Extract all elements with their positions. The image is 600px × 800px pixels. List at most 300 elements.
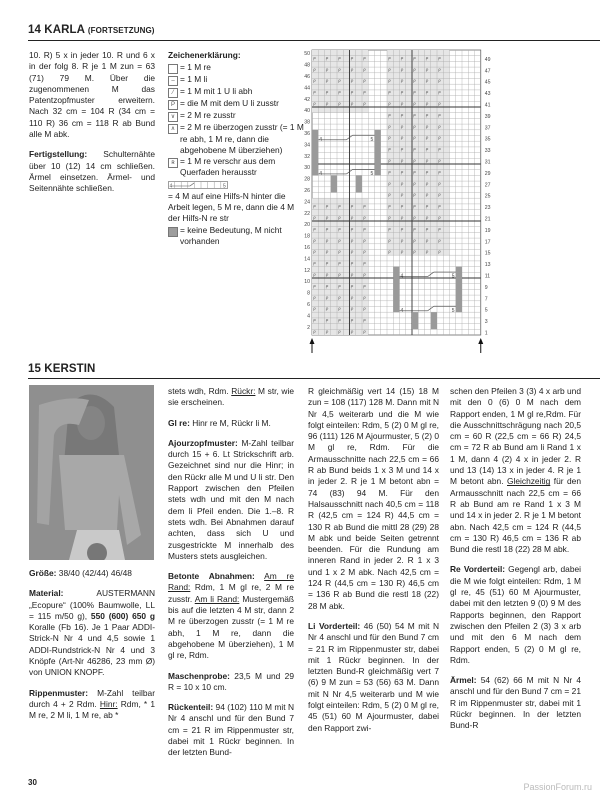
row-label-right: 41 — [484, 102, 491, 109]
label: Maschenprobe: — [168, 670, 230, 681]
legend-item — [168, 191, 308, 225]
ajour-cell-band — [312, 96, 368, 102]
yarn-over-symbol: ᑭ — [313, 67, 316, 73]
text: 46 (50) 54 M mit N Nr 4 anschl und für den Bund 7 cm = 21 R im Rippenmuster str, dabei mit 1 Rückr beginnen. In der letzten Bund-R gleichmäßig vert 7 (6) 9 M zun = 53 (56) 63 M. Dann mit N Nr 4,5 weiterarb und M wie folgt einteilen: Rdm, 5 (2) 0 M gl re, 45 (51) 60 M Ajourmuster, dabei den Rapport zwi- — [308, 620, 439, 733]
ajour-cell-band — [312, 244, 368, 250]
yarn-over-symbol: ᑭ — [425, 113, 429, 119]
yarn-over-symbol: ᑭ — [388, 56, 391, 62]
yarn-over-symbol: ᑭ — [413, 124, 416, 130]
legend-title: Zeichenerklärung: — [168, 50, 241, 60]
legend-text: = 1 M re — [180, 62, 211, 73]
row-label-left: 34 — [304, 142, 310, 149]
yarn-over-symbol: ᑭ — [313, 90, 316, 96]
yarn-over-symbol: ᑭ — [413, 79, 416, 85]
row-label-left: 14 — [304, 256, 310, 263]
ajour-cell-band — [312, 301, 368, 307]
cable-label: 4 — [319, 136, 323, 143]
yarn-over-symbol: ᑭ — [438, 170, 441, 176]
yarn-over-symbol: ᑭ — [313, 56, 316, 62]
row-label-left: 2 — [307, 324, 310, 331]
yarn-over-symbol: ᑭ — [388, 238, 391, 244]
yarn-over-symbol: ᑭ — [363, 67, 366, 73]
row-label-right: 33 — [484, 148, 491, 155]
section-14-rule — [28, 40, 600, 41]
yarn-over-symbol: ᑭ — [400, 193, 404, 199]
watermark: PassionForum.ru — [523, 782, 592, 792]
yarn-over-symbol: ᑭ — [350, 261, 354, 267]
yarn-over-symbol: ᑭ — [313, 307, 316, 313]
row-label-left: 6 — [307, 302, 310, 308]
yarn-over-symbol: ᑭ — [400, 113, 404, 119]
yarn-over-symbol: ᑭ — [325, 330, 329, 335]
yarn-over-symbol: ᑭ — [425, 250, 429, 256]
yarn-over-symbol: ᑭ — [388, 204, 391, 210]
yarn-over-symbol: ᑭ — [438, 193, 441, 199]
no-stitch-icon — [168, 227, 178, 237]
text: 94 (102) 110 M mit N Nr 4 anschl und für den Bund 7 cm = 21 R im Rippenmuster str, dabei mit 1 Rückr beginnen. In der letzten Bund- — [168, 702, 294, 758]
yarn-over-symbol: ᑭ — [413, 193, 416, 199]
yarn-over-symbol: ᑭ — [425, 102, 429, 107]
yarn-over-symbol: ᑭ — [350, 238, 354, 244]
section-15-col4 — [450, 386, 581, 741]
size-paragraph — [29, 568, 155, 579]
ajour-cell-band — [312, 84, 368, 90]
yarn-over-symbol: ᑭ — [325, 67, 329, 73]
no-stitch-cell — [431, 312, 437, 329]
paragraph — [450, 675, 581, 731]
repeat-end-arrow-head — [478, 338, 483, 344]
yarn-over-symbol: ᑭ — [338, 204, 341, 210]
yarn-over-symbol: ᑭ — [425, 193, 429, 199]
yarn-over-symbol: ᑭ — [313, 261, 316, 267]
yarn-over-symbol: ᑭ — [388, 147, 391, 153]
legend-text: = 1 M mit 1 U li abh — [180, 86, 253, 97]
yarn-over-symbol: ᑭ — [438, 67, 441, 73]
yarn-over-symbol: ᑭ — [313, 330, 316, 335]
yarn-over-symbol: ᑭ — [338, 295, 341, 301]
yarn-over-symbol: ᑭ — [363, 204, 366, 210]
yarn-over-symbol: ᑭ — [363, 90, 366, 96]
no-stitch-cell — [393, 267, 399, 313]
yarn-over-symbol: ᑭ — [338, 261, 341, 267]
yarn-over-symbol: ᑭ — [400, 170, 404, 176]
text: 38/40 (42/44) 46/48 — [56, 568, 132, 578]
row-label-right: 19 — [484, 227, 491, 234]
yarn-over-symbol: ᑭ — [325, 284, 329, 290]
row-label-right: 7 — [484, 296, 488, 303]
yarn-over-symbol: ᑭ — [313, 102, 316, 107]
section-14-title: 14 KARLA — [28, 24, 85, 36]
knit-together-yo-icon: P — [168, 100, 178, 110]
yarn-over-symbol: ᑭ — [350, 227, 354, 233]
label: Größe: — [29, 568, 57, 578]
yarn-over-symbol: ᑭ — [363, 250, 366, 256]
section-14-subtitle: (FORTSETZUNG) — [87, 26, 155, 35]
cable-label: 4 — [400, 307, 404, 314]
no-stitch-cell — [412, 312, 418, 329]
slip-yarn-over-icon: ⁄ — [168, 88, 178, 98]
row-label-left: 4 — [307, 313, 310, 320]
yarn-over-symbol: ᑭ — [313, 295, 316, 301]
yarn-over-symbol: ᑭ — [438, 159, 441, 164]
row-label-right: 15 — [484, 250, 491, 257]
yarn-over-symbol: ᑭ — [388, 159, 391, 164]
row-label-right: 1 — [484, 330, 488, 337]
paragraph — [168, 386, 294, 409]
yarn-over-symbol: ᑭ — [413, 102, 416, 107]
ajour-cell-band — [312, 267, 368, 273]
yarn-over-symbol: ᑭ — [413, 136, 416, 142]
yarn-over-symbol: ᑭ — [388, 90, 391, 96]
row-label-right: 23 — [484, 205, 491, 212]
yarn-over-symbol: ᑭ — [363, 318, 366, 324]
rib-paragraph — [29, 688, 155, 722]
ajour-cell-band — [312, 221, 368, 227]
paragraph: R gleichmäßig vert 14 (15) 18 M zun = 108 (117) 128 M. Dann mit N Nr 4,5 weiterarb und die M wie folgt einteilen: Rdm, 5 (2) 0 M gl re, 96 (111) 126 M Ajourmuster, 5 (2) 0 M gl re, Rdm. Für die Armausschnitte nach 22,5 cm = 66 R ab Bund beids 1 x 3 M und 14 x in jeder 2. R je 1 M betont abn = 74 (83) 94 M. Für den Halsausschnitt nach 40,5 cm = 118 R (42,5 cm = 124 R) 44,5 cm = 130 R ab Bund die mittl 28 (29) 28 M abk und beide Seiten getrennt beenden. Für die Rundung am inneren Rand in jeder 2. R 1 x 3 und 1 x 2 M abk. Nach 42,5 cm = 124 R (44,5 cm = 130 R) 46,5 cm = 136 R ab Bund die restl 18 (22) 28 M abk. — [308, 386, 439, 611]
yarn-over-symbol: ᑭ — [388, 124, 391, 130]
yarn-over-symbol: ᑭ — [363, 295, 366, 301]
legend-item — [168, 110, 308, 122]
yarn-over-symbol: ᑭ — [438, 79, 441, 85]
cable-label: 5 — [370, 170, 374, 177]
yarn-over-symbol: ᑭ — [400, 159, 404, 164]
text: Mustergemäß bis auf die letzten 4 M str, dann 2 M re überzogen zusstr (= 1 M re abh, 1 M re, dann die abgehobene M überziehen), 1 M gl re, Rdm. — [168, 593, 294, 661]
text: Schulternähte über 10 (12) 14 cm schließen. Ärmel einsetzen. Ärmel- und Seitennähte schließen. — [29, 149, 155, 194]
yarn-over-symbol: ᑭ — [338, 273, 341, 278]
yarn-over-symbol: ᑭ — [400, 238, 404, 244]
yarn-over-symbol: ᑭ — [400, 124, 404, 130]
k2tog-icon: ∨ — [168, 112, 178, 122]
ajour-cell-band — [312, 278, 368, 284]
section-15-col1 — [29, 568, 155, 731]
no-stitch-cell — [375, 130, 381, 176]
repeat-start-arrow-head — [310, 338, 315, 344]
yarn-over-symbol: ᑭ — [438, 90, 441, 96]
text: Hinr re M, Rückr li M. — [189, 417, 271, 428]
yarn-over-symbol: ᑭ — [313, 318, 316, 324]
row-label-right: 21 — [484, 216, 491, 223]
text: M-Zahl teilbar durch 15 + 6. Lt Strickschrift arb. Gezeichnet sind nur die Hinr; in den Rückr alle M und U li str. Den Rapport zwischen den Pfeilen stets wdh und mit den M nach dem li Pfeil enden. Die 1.–8. R stets wdh. Bei Abnahmen darauf achten, dass sich U und zusgestrickte M innerhalb des Musters stets ausgleichen. — [168, 437, 294, 561]
paragraph-finishing — [29, 149, 155, 194]
section-15-col2 — [168, 386, 294, 768]
svg-text:5: 5 — [223, 183, 226, 189]
row-label-right: 35 — [484, 136, 491, 143]
yarn-over-symbol: ᑭ — [325, 318, 329, 324]
yarn-over-symbol: ᑭ — [438, 216, 441, 221]
yarn-over-symbol: ᑭ — [313, 238, 316, 244]
yarn-over-symbol: ᑭ — [400, 250, 404, 256]
yarn-over-symbol: ᑭ — [338, 227, 341, 233]
row-label-right: 37 — [484, 125, 491, 132]
paragraph — [168, 418, 294, 429]
text-underlined: Rückr: — [231, 386, 256, 396]
yarn-over-symbol: ᑭ — [350, 204, 354, 210]
yarn-over-symbol: ᑭ — [425, 181, 429, 187]
yarn-over-symbol: ᑭ — [413, 67, 416, 73]
row-label-right: 47 — [484, 68, 491, 75]
yarn-over-symbol: ᑭ — [350, 102, 354, 107]
yarn-over-symbol: ᑭ — [363, 261, 366, 267]
yarn-over-symbol: ᑭ — [425, 90, 429, 96]
yarn-over-symbol: ᑭ — [338, 67, 341, 73]
cable-label: 4 — [319, 170, 323, 177]
legend-item — [168, 225, 308, 248]
paragraph — [450, 386, 581, 555]
yarn-over-symbol: ᑭ — [363, 56, 366, 62]
text-bold: 550 (600) 650 g — [90, 610, 155, 621]
yarn-over-symbol: ᑭ — [438, 113, 441, 119]
text: 23,5 M und 29 R = 10 x 10 cm. — [168, 670, 294, 692]
yarn-over-symbol: ᑭ — [388, 227, 391, 233]
row-label-right: 17 — [484, 239, 491, 246]
label: Rippenmuster: — [29, 687, 89, 698]
yarn-over-symbol: ᑭ — [388, 136, 391, 142]
yarn-over-symbol: ᑭ — [413, 56, 416, 62]
yarn-over-symbol: ᑭ — [313, 250, 316, 256]
m1-icon: ʀ — [168, 158, 178, 168]
legend-item — [168, 74, 308, 86]
row-label-left: 20 — [304, 222, 310, 229]
yarn-over-symbol: ᑭ — [363, 307, 366, 313]
legend-item — [168, 98, 308, 110]
ajour-cell-band — [312, 324, 368, 330]
yarn-over-symbol: ᑭ — [325, 307, 329, 313]
text: für den Armausschnitt nach 22,5 cm = 66 R ab Bund am re Rand 1 x 3 M und 14 x in jeder 2. R je 1 M betont abn. Nach 42,5 cm = 124 R (44,5 cm = 130 R) 46,5 cm = 136 R ab Bund die restl 18 (22) 28 M abk. — [450, 476, 581, 555]
row-label-left: 22 — [304, 210, 310, 217]
symbol-legend — [168, 50, 308, 247]
yarn-over-symbol: ᑭ — [413, 204, 416, 210]
yarn-over-symbol: ᑭ — [325, 90, 329, 96]
yarn-over-symbol: ᑭ — [413, 216, 416, 221]
text-underlined: Hinr: — [99, 698, 118, 709]
row-label-right: 31 — [484, 159, 491, 166]
no-stitch-cell — [356, 175, 362, 192]
yarn-over-symbol: ᑭ — [325, 295, 329, 301]
row-label-right: 11 — [484, 273, 491, 280]
row-label-right: 5 — [484, 307, 488, 314]
knit-stitch-icon — [168, 64, 178, 74]
paragraph — [168, 702, 294, 758]
yarn-over-symbol: ᑭ — [363, 284, 366, 290]
paragraph — [168, 571, 294, 661]
yarn-over-symbol: ᑭ — [388, 170, 391, 176]
yarn-over-symbol: ᑭ — [350, 67, 354, 73]
text: schen den Pfeilen 3 (3) 4 x arb und mit den 0 (6) 0 M nach dem Rapport enden, 1 M gl re,Rdm. Für die Ausschnittschrägung nach 20,5 cm = 60 R (22,5 cm = 66 R) 24,5 cm = 72 R ab Bund am li Rand 1 x 1 M, dann 4 (2) 4 x in jeder 2. R und 13 (14) 13 x in jeder 4. R je 1 M betont abn. — [450, 386, 581, 487]
section-14-text — [29, 50, 155, 204]
yarn-over-symbol: ᑭ — [325, 216, 329, 221]
yarn-over-symbol: ᑭ — [350, 79, 354, 85]
page-number: 30 — [28, 778, 37, 787]
ajour-cell-band — [312, 61, 368, 67]
text: M str, wie sie erscheinen. — [168, 386, 294, 408]
row-label-left: 28 — [304, 176, 310, 183]
text: M-Zahl teilbar durch 4 + 2 Rdm. — [29, 687, 155, 709]
yarn-over-symbol: ᑭ — [388, 193, 391, 199]
row-label-right: 45 — [484, 79, 491, 86]
yarn-over-symbol: ᑭ — [400, 216, 404, 221]
ajour-cell-band — [312, 289, 368, 295]
yarn-over-symbol: ᑭ — [425, 238, 429, 244]
text: Koralle (Fb 16). Je 1 Paar ADDI-Strick-N Nr 4 und 4,5 sowie 1 ADDI-Rundstrick-N Nr 4 und 3 Knöpfe (Art-Nr 46286, 23 mm Ø) von UNION KNOPF. — [29, 622, 155, 678]
cable-label: 4 — [400, 273, 404, 280]
yarn-over-symbol: ᑭ — [363, 79, 366, 85]
section-15-heading — [28, 363, 95, 375]
ajour-cell-band — [312, 50, 368, 56]
label: Fertigstellung: — [29, 149, 88, 160]
section-15-rule — [28, 378, 600, 379]
yarn-over-symbol: ᑭ — [350, 273, 354, 278]
yarn-over-symbol: ᑭ — [388, 216, 391, 221]
cable-label: 5 — [370, 136, 374, 143]
yarn-over-symbol: ᑭ — [400, 67, 404, 73]
yarn-over-symbol: ᑭ — [338, 90, 341, 96]
legend-text: = 1 M re verschr aus dem Querfaden herausstr — [180, 156, 276, 178]
yarn-over-symbol: ᑭ — [338, 79, 341, 85]
yarn-over-symbol: ᑭ — [413, 113, 416, 119]
row-label-right: 27 — [484, 182, 491, 189]
yarn-over-symbol: ᑭ — [363, 216, 366, 221]
label: Re Vorderteil: — [450, 564, 506, 575]
yarn-over-symbol: ᑭ — [425, 79, 429, 85]
yarn-over-symbol: ᑭ — [313, 79, 316, 85]
yarn-over-symbol: ᑭ — [338, 318, 341, 324]
row-label-left: 48 — [304, 62, 310, 69]
row-label-left: 42 — [304, 96, 310, 103]
yarn-over-symbol: ᑭ — [413, 170, 416, 176]
row-label-left: 18 — [304, 233, 310, 240]
yarn-over-symbol: ᑭ — [425, 159, 429, 164]
yarn-over-symbol: ᑭ — [388, 102, 391, 107]
yarn-over-symbol: ᑭ — [325, 227, 329, 233]
yarn-over-symbol: ᑭ — [425, 124, 429, 130]
legend-text: = 1 M li — [180, 74, 208, 85]
yarn-over-symbol: ᑭ — [325, 79, 329, 85]
yarn-over-symbol: ᑭ — [350, 318, 354, 324]
yarn-over-symbol: ᑭ — [363, 102, 366, 107]
yarn-over-symbol: ᑭ — [400, 102, 404, 107]
yarn-over-symbol: ᑭ — [400, 90, 404, 96]
text: AUSTERMANN „Ecopure“ (100% Baumwolle, LL = 115 m/50 g), — [29, 588, 155, 621]
yarn-over-symbol: ᑭ — [338, 216, 341, 221]
row-label-right: 49 — [484, 56, 491, 63]
yarn-over-symbol: ᑭ — [363, 273, 366, 278]
label: Ärmel: — [450, 675, 477, 686]
ajour-cell-band — [312, 107, 368, 113]
yarn-over-symbol: ᑭ — [438, 181, 441, 187]
yarn-over-symbol: ᑭ — [338, 238, 341, 244]
yarn-over-symbol: ᑭ — [350, 250, 354, 256]
yarn-over-symbol: ᑭ — [325, 261, 329, 267]
row-label-right: 39 — [484, 113, 491, 120]
yarn-over-symbol: ᑭ — [438, 136, 441, 142]
purl-stitch-icon: – — [168, 76, 178, 86]
svg-text:4: 4 — [169, 183, 173, 189]
text: Rdm, 1 M gl re, 2 M re zusstr. — [168, 582, 294, 604]
yarn-over-symbol: ᑭ — [400, 136, 404, 142]
yarn-over-symbol: ᑭ — [338, 284, 341, 290]
yarn-over-symbol: ᑭ — [425, 56, 429, 62]
yarn-over-symbol: ᑭ — [325, 238, 329, 244]
knitting-chart — [300, 44, 500, 364]
yarn-over-symbol: ᑭ — [400, 204, 404, 210]
row-label-left: 10 — [304, 279, 310, 286]
yarn-over-symbol: ᑭ — [425, 204, 429, 210]
row-label-left: 36 — [304, 131, 310, 137]
yarn-over-symbol: ᑭ — [313, 216, 316, 221]
yarn-over-symbol: ᑭ — [325, 250, 329, 256]
row-label-left: 30 — [304, 165, 310, 172]
legend-text: = keine Bedeutung, M nicht vorhanden — [180, 224, 282, 246]
legend-text: = 2 M re zusstr — [180, 110, 236, 121]
yarn-over-symbol: ᑭ — [400, 181, 404, 187]
yarn-over-symbol: ᑭ — [438, 56, 441, 62]
text: Gegengl arb, dabei die M wie folgt einteilen: Rdm, 1 M gl re, 45 (51) 60 M Ajourmuster, dabei mit den letzten 9 (0) 9 M des Rapports beginnen, den Rapport zwischen den Pfeilen 2 (3) 3 x arb und mit den 6 M nach dem Rapport enden, 5 (2) 0 M gl re, Rdm. — [450, 564, 581, 665]
row-label-left: 40 — [304, 108, 310, 115]
yarn-over-symbol: ᑭ — [438, 147, 441, 153]
yarn-over-symbol: ᑭ — [438, 227, 441, 233]
no-stitch-cell — [456, 267, 462, 313]
row-label-left: 44 — [304, 85, 310, 92]
row-label-right: 29 — [484, 170, 491, 177]
row-label-left: 50 — [304, 51, 310, 58]
text: 54 (62) 66 M mit N Nr 4 anschl und für den Bund 7 cm = 21 R im Rippenmuster str, dabei mit 1 Rückr beginnen. In der letzten Bund-R — [450, 675, 581, 731]
paragraph — [168, 671, 294, 694]
row-label-right: 3 — [484, 319, 488, 326]
yarn-over-symbol: ᑭ — [325, 56, 329, 62]
yarn-over-symbol: ᑭ — [413, 250, 416, 256]
yarn-over-symbol: ᑭ — [338, 56, 341, 62]
yarn-over-symbol: ᑭ — [338, 330, 341, 335]
row-label-left: 26 — [304, 188, 310, 194]
yarn-over-symbol: ᑭ — [325, 102, 329, 107]
text: Rdm, * 1 M re, 2 M li, 1 M re, ab * — [29, 698, 155, 721]
yarn-over-symbol: ᑭ — [313, 273, 316, 278]
yarn-over-symbol: ᑭ — [350, 284, 354, 290]
yarn-over-symbol: ᑭ — [325, 273, 329, 278]
yarn-over-symbol: ᑭ — [413, 159, 416, 164]
row-label-left: 24 — [304, 199, 310, 206]
row-label-left: 46 — [304, 74, 310, 80]
yarn-over-symbol: ᑭ — [425, 227, 429, 233]
yarn-over-symbol: ᑭ — [350, 90, 354, 96]
cable-icon — [168, 181, 228, 189]
no-stitch-cell — [331, 175, 337, 192]
label: Li Vorderteil: — [308, 620, 361, 631]
yarn-over-symbol: ᑭ — [438, 124, 441, 130]
label: Gl re: — [168, 417, 190, 428]
yarn-over-symbol: ᑭ — [438, 102, 441, 107]
yarn-over-symbol: ᑭ — [388, 181, 391, 187]
yarn-over-symbol: ᑭ — [350, 295, 354, 301]
section-15-col3 — [308, 386, 439, 743]
section-14-heading — [28, 24, 155, 36]
yarn-over-symbol: ᑭ — [388, 79, 391, 85]
yarn-over-symbol: ᑭ — [313, 284, 316, 290]
legend-item — [168, 62, 308, 74]
legend-text: = die M mit dem U li zusstr — [180, 98, 279, 109]
row-label-left: 12 — [304, 267, 310, 274]
yarn-over-symbol: ᑭ — [425, 216, 429, 221]
yarn-over-symbol: ᑭ — [350, 307, 354, 313]
row-label-right: 13 — [484, 262, 491, 269]
row-label-right: 43 — [484, 91, 491, 98]
yarn-over-symbol: ᑭ — [438, 204, 441, 210]
yarn-over-symbol: ᑭ — [388, 250, 391, 256]
label: Ajourzopfmuster: — [168, 437, 238, 448]
text-underlined: Am li Rand: — [194, 593, 240, 604]
yarn-over-symbol: ᑭ — [400, 56, 404, 62]
label: Betonte Abnahmen: — [168, 571, 255, 582]
